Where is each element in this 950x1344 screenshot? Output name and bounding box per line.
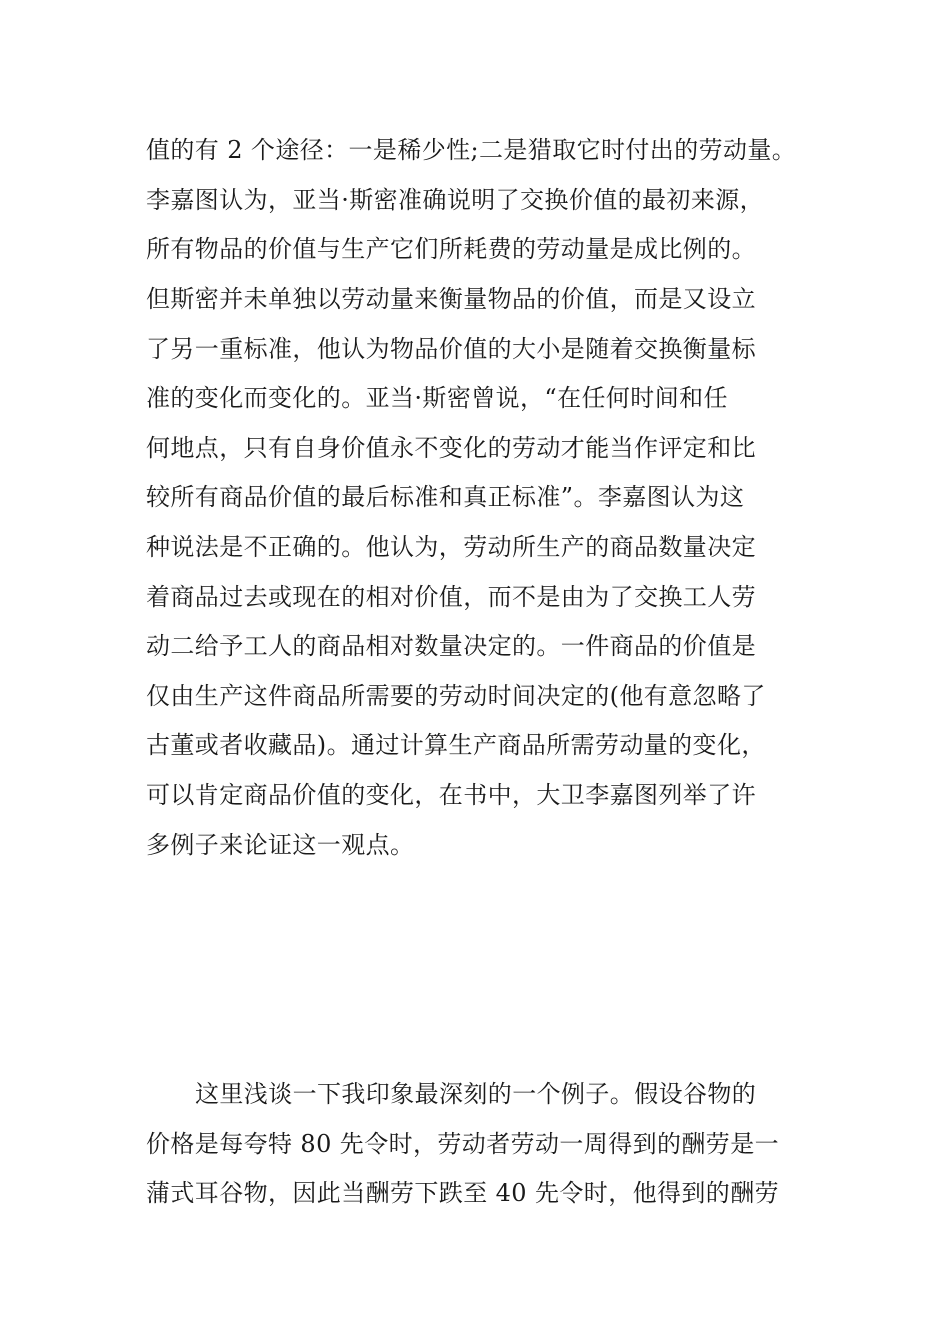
- text-line: 何地点，只有自身价值永不变化的劳动才能当作评定和比: [146, 434, 756, 462]
- text-line: 价格是每夸特 80 先令时，劳动者劳动一周得到的酬劳是一: [146, 1130, 779, 1158]
- text-line-indented: 这里浅谈一下我印象最深刻的一个例子。假设谷物的: [195, 1080, 757, 1108]
- text-line: 种说法是不正确的。他认为，劳动所生产的商品数量决定: [146, 533, 756, 561]
- text-line: 准的变化而变化的。亚当·斯密曾说，“在任何时间和任: [146, 384, 728, 412]
- text-line: 值的有 2 个途径：一是稀少性;二是猎取它时付出的劳动量。: [146, 136, 797, 164]
- text-line: 仅由生产这件商品所需要的劳动时间决定的(他有意忽略了: [146, 682, 766, 710]
- text-line: 蒲式耳谷物，因此当酬劳下跌至 40 先令时，他得到的酬劳: [146, 1179, 779, 1207]
- text-line: 所有物品的价值与生产它们所耗费的劳动量是成比例的。: [146, 235, 756, 263]
- text-line: 动二给予工人的商品相对数量决定的。一件商品的价值是: [146, 632, 756, 660]
- text-line: 李嘉图认为，亚当·斯密准确说明了交换价值的最初来源，: [146, 186, 765, 214]
- text-line: 古董或者收藏品)。通过计算生产商品所需劳动量的变化，: [146, 731, 766, 759]
- text-line: 可以肯定商品价值的变化，在书中，大卫李嘉图列举了许: [146, 781, 756, 809]
- text-line: 多例子来论证这一观点。: [146, 831, 415, 859]
- text-line: 了另一重标准，他认为物品价值的大小是随着交换衡量标: [146, 335, 756, 363]
- text-line: 着商品过去或现在的相对价值，而不是由为了交换工人劳: [146, 583, 756, 611]
- text-line: 较所有商品价值的最后标准和真正标准”。李嘉图认为这: [146, 483, 745, 511]
- text-line: 但斯密并未单独以劳动量来衡量物品的价值，而是又设立: [146, 285, 756, 313]
